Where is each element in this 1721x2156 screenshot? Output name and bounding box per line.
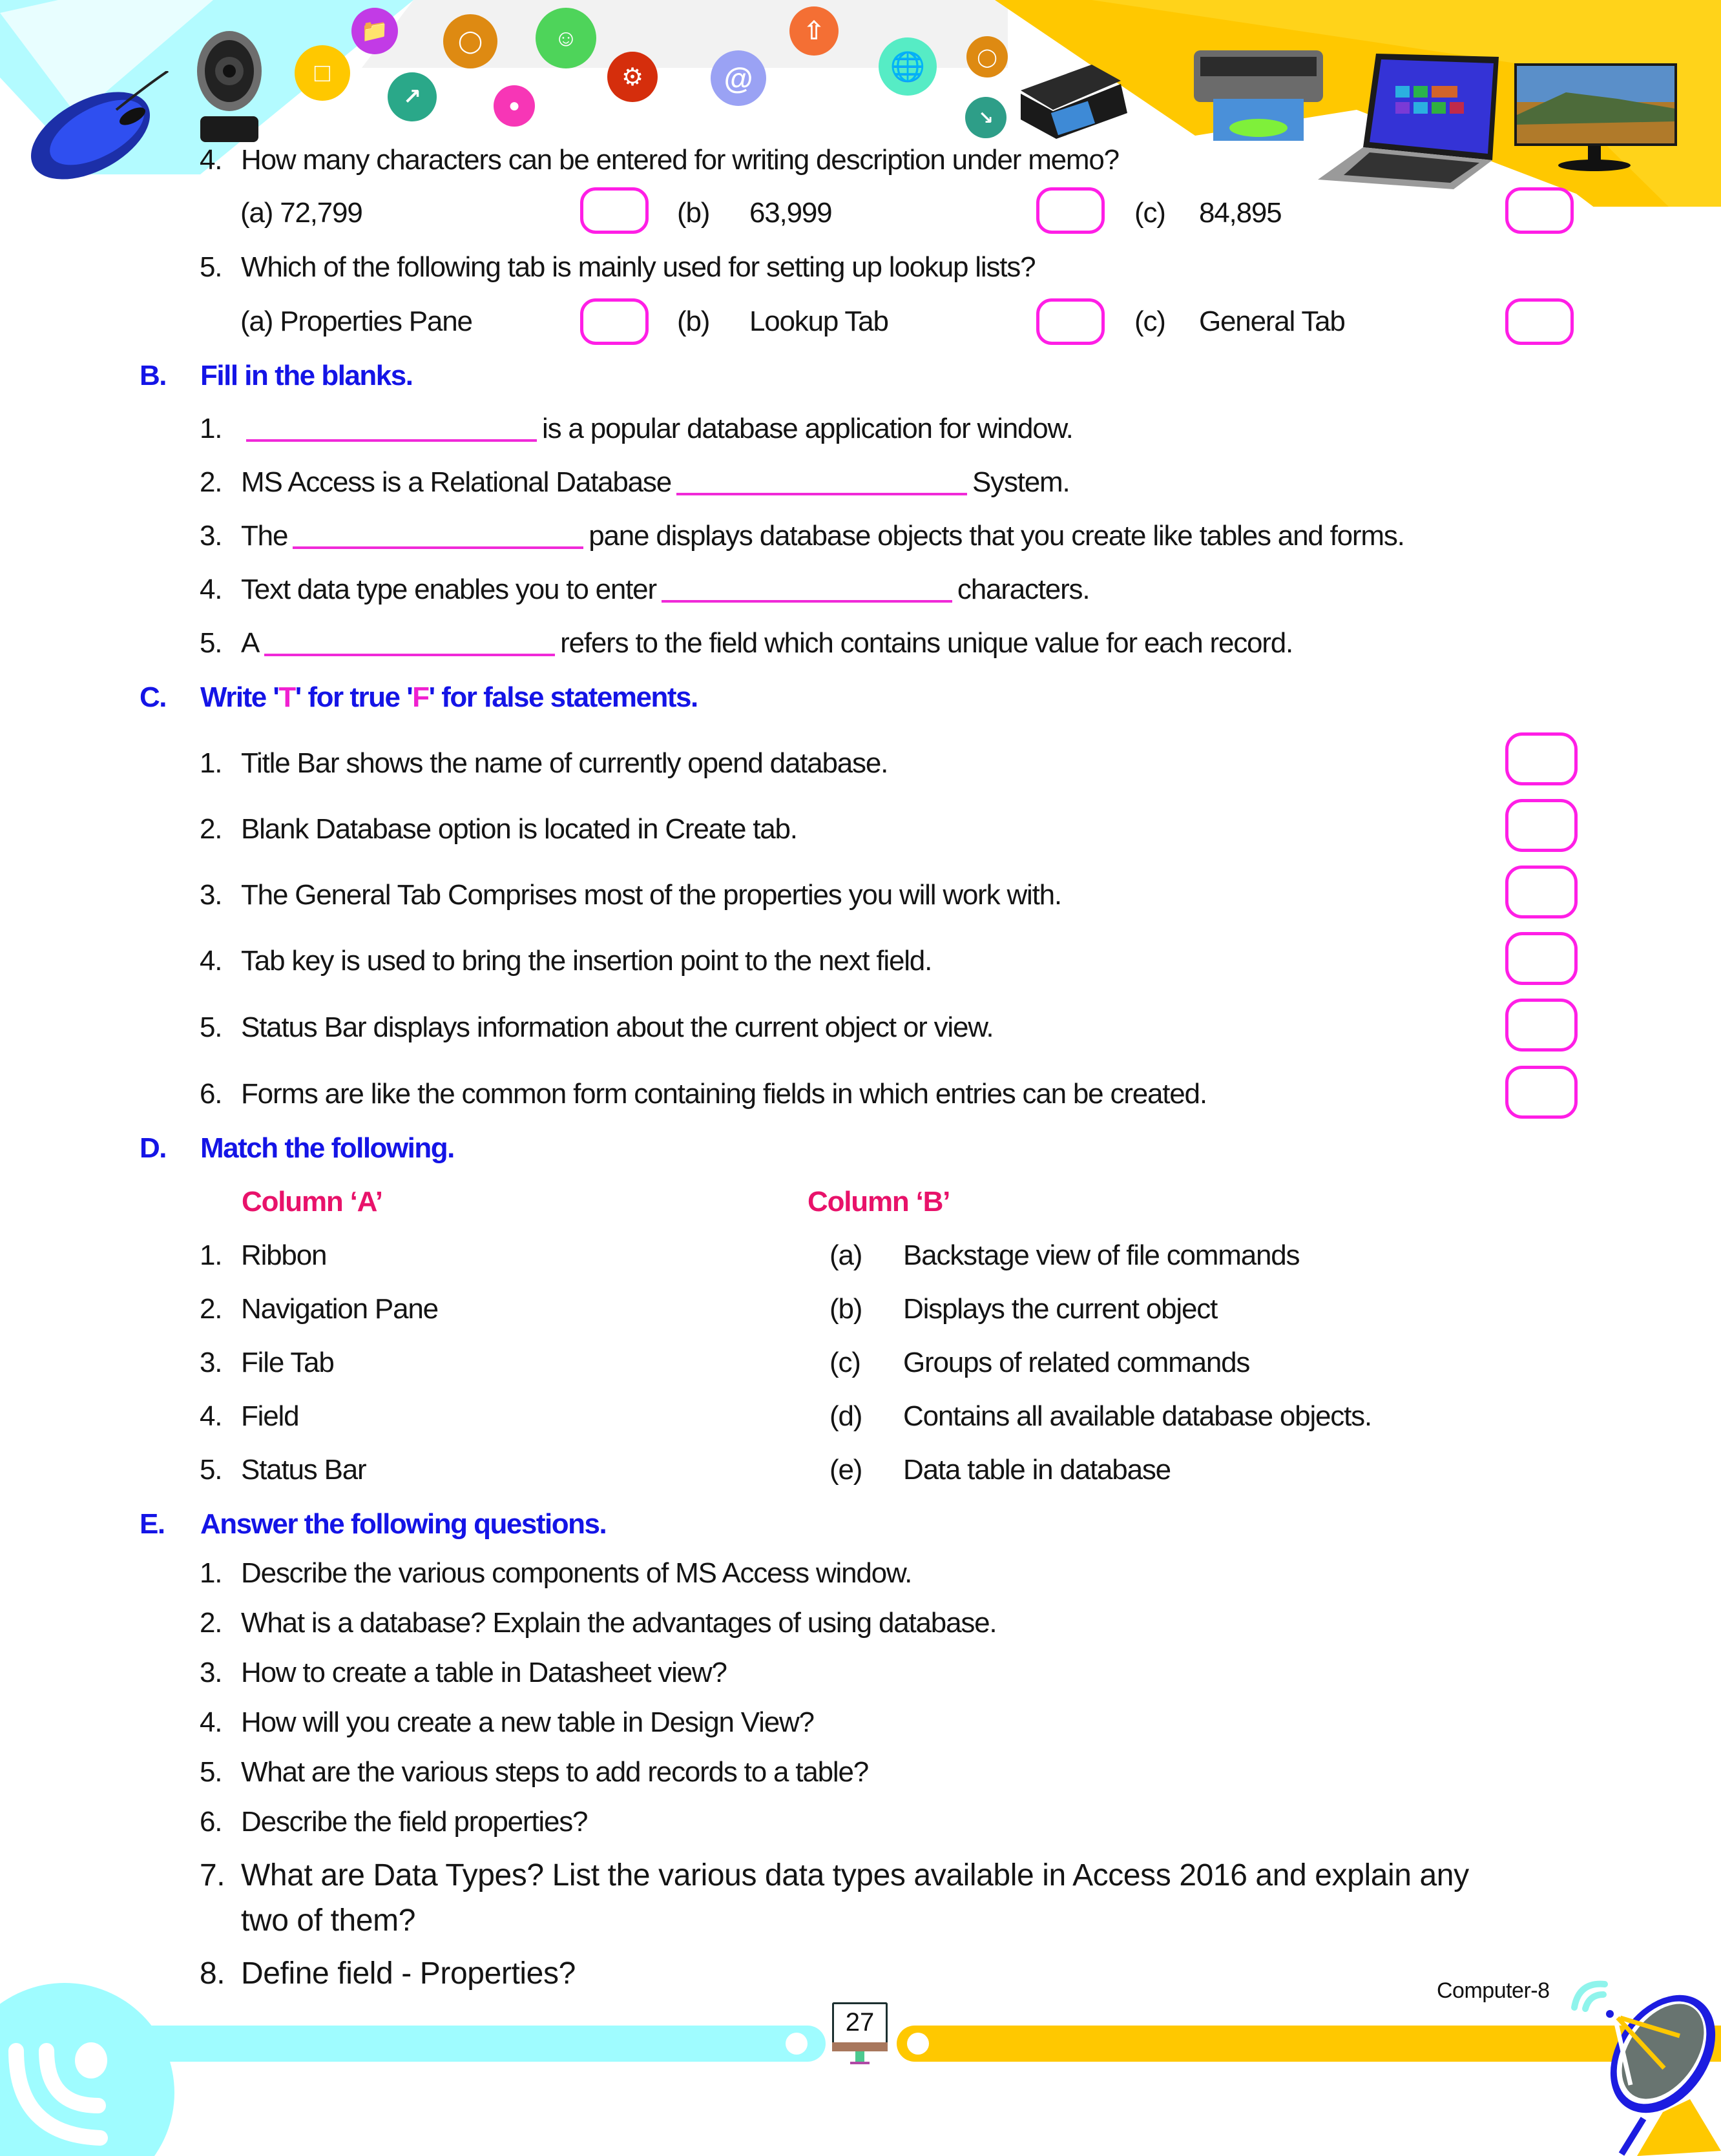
blank-item-2 bbox=[200, 464, 1070, 501]
folder-icon: 📁 bbox=[351, 8, 398, 54]
item-text-before: A bbox=[241, 627, 260, 659]
item-text-before: The bbox=[241, 520, 288, 552]
item-number: 5. bbox=[200, 627, 222, 659]
option-c bbox=[1134, 195, 1165, 231]
blank-line[interactable] bbox=[662, 600, 952, 603]
blank-line[interactable] bbox=[676, 493, 967, 495]
item-text-after: System. bbox=[972, 466, 1070, 498]
at-sign-icon: @ bbox=[711, 50, 766, 106]
blank-line[interactable] bbox=[264, 654, 555, 656]
page-number: 27 bbox=[845, 2008, 875, 2037]
item-text: Describe the various components of MS Access window. bbox=[241, 1557, 912, 1589]
item-number: 1. bbox=[200, 1239, 222, 1271]
blank-line[interactable] bbox=[246, 439, 537, 442]
item-text: Title Bar shows the name of currently opend database. bbox=[241, 747, 888, 779]
item-number: 5. bbox=[200, 1756, 222, 1788]
mouse-image bbox=[19, 71, 174, 187]
tf-answer-box-1[interactable] bbox=[1505, 732, 1578, 785]
item-text: Ribbon bbox=[241, 1239, 327, 1271]
match-a-item bbox=[200, 1345, 334, 1381]
match-a-item bbox=[200, 1291, 438, 1327]
item-text-after: pane displays database objects that you create like tables and forms. bbox=[589, 520, 1404, 552]
item-number: 3. bbox=[200, 520, 222, 552]
question-item-continuation: two of them? bbox=[241, 1903, 416, 1938]
match-b-label: (d) bbox=[829, 1400, 862, 1432]
item-number: 3. bbox=[200, 1657, 222, 1688]
item-number: 6. bbox=[200, 1806, 222, 1838]
section-title: Match the following. bbox=[200, 1132, 454, 1164]
item-number: 1. bbox=[200, 747, 222, 779]
tf-item-6 bbox=[200, 1076, 1207, 1112]
item-text: What is a database? Explain the advantages of using database. bbox=[241, 1607, 997, 1639]
section-title-part: ' for false statements. bbox=[428, 681, 698, 713]
match-b-label: (e) bbox=[829, 1454, 862, 1486]
match-a-item bbox=[200, 1238, 326, 1274]
gamepad-icon: ● bbox=[494, 85, 535, 127]
upload-icon: ⇧ bbox=[789, 6, 839, 56]
match-b-label: (c) bbox=[829, 1347, 860, 1378]
item-number: 1. bbox=[200, 1557, 222, 1589]
monitor-foot bbox=[850, 2062, 870, 2064]
option-label: (a) bbox=[240, 197, 273, 229]
answer-box-q4-b[interactable] bbox=[1036, 187, 1105, 234]
item-number: 5. bbox=[200, 1011, 222, 1043]
option-c-text: 84,895 bbox=[1199, 197, 1282, 229]
item-text: Define field - Properties? bbox=[241, 1956, 576, 1991]
chart-up-icon: ↗ bbox=[388, 72, 437, 121]
item-text: How will you create a new table in Design View? bbox=[241, 1706, 814, 1738]
desktop-monitor-image bbox=[1514, 63, 1682, 186]
item-text: Navigation Pane bbox=[241, 1293, 438, 1325]
option-b bbox=[677, 304, 709, 340]
tf-answer-box-6[interactable] bbox=[1505, 1066, 1578, 1119]
item-number: 1. bbox=[200, 413, 222, 444]
option-text: Properties Pane bbox=[280, 306, 472, 337]
match-b-text: Data table in database bbox=[903, 1454, 1171, 1486]
true-letter: T bbox=[278, 681, 295, 713]
chart-down-icon: ↘ bbox=[965, 97, 1007, 138]
option-a bbox=[240, 304, 472, 340]
option-b bbox=[677, 195, 709, 231]
option-label: (b) bbox=[677, 306, 710, 337]
question-item bbox=[200, 1705, 814, 1741]
item-number: 4. bbox=[200, 1400, 222, 1432]
tf-answer-box-3[interactable] bbox=[1505, 866, 1578, 918]
option-label: (b) bbox=[677, 197, 710, 229]
option-c-text: General Tab bbox=[1199, 306, 1345, 337]
question-number: 5. bbox=[200, 251, 222, 283]
item-text-before: Text data type enables you to enter bbox=[241, 574, 656, 605]
section-c-heading bbox=[140, 679, 698, 716]
item-text: What are the various steps to add records to a table? bbox=[241, 1756, 868, 1788]
section-e-heading bbox=[140, 1506, 606, 1542]
tf-item-2 bbox=[200, 811, 797, 847]
question-text bbox=[200, 142, 1119, 178]
item-text: What are Data Types? List the various data types available in Access 2016 and explain any bbox=[241, 1858, 1469, 1892]
page-number-monitor bbox=[832, 2002, 888, 2067]
option-text: 72,799 bbox=[280, 197, 362, 229]
webcam-image bbox=[174, 26, 271, 142]
people-network-icon: ☺ bbox=[536, 8, 596, 68]
item-number: 2. bbox=[200, 1607, 222, 1639]
column-a-header: Column ‘A’ bbox=[242, 1186, 382, 1218]
section-letter: D. bbox=[140, 1132, 166, 1164]
answer-box-q4-a[interactable] bbox=[580, 187, 649, 234]
tf-answer-box-5[interactable] bbox=[1505, 999, 1578, 1052]
section-letter: E. bbox=[140, 1508, 165, 1540]
question-item bbox=[200, 1754, 868, 1790]
section-b-heading bbox=[140, 358, 412, 394]
blank-item-4 bbox=[200, 572, 1089, 608]
item-text: How to create a table in Datasheet view? bbox=[241, 1657, 727, 1688]
option-label: (a) bbox=[240, 306, 273, 337]
item-number: 5. bbox=[200, 1454, 222, 1486]
item-number: 8. bbox=[200, 1956, 225, 1991]
match-b-label: (a) bbox=[829, 1239, 862, 1271]
item-text: Forms are like the common form containing fields in which entries can be created. bbox=[241, 1078, 1207, 1110]
option-a bbox=[240, 195, 362, 231]
question-label: Which of the following tab is mainly used for setting up lookup lists? bbox=[241, 251, 1036, 283]
item-text: Status Bar displays information about the current object or view. bbox=[241, 1011, 994, 1043]
item-text-after: refers to the field which contains unique value for each record. bbox=[560, 627, 1293, 659]
monitor-base bbox=[832, 2042, 888, 2051]
question-item bbox=[200, 1858, 1469, 1894]
item-text: Status Bar bbox=[241, 1454, 366, 1486]
item-number: 4. bbox=[200, 1706, 222, 1738]
item-number: 4. bbox=[200, 574, 222, 605]
item-number: 3. bbox=[200, 1347, 222, 1378]
option-b-text: 63,999 bbox=[749, 197, 832, 229]
item-text: File Tab bbox=[241, 1347, 334, 1378]
footer-decoration bbox=[0, 1976, 1721, 2156]
section-letter: C. bbox=[140, 681, 166, 713]
false-letter: F bbox=[412, 681, 429, 713]
mouse-icon: ◯ bbox=[443, 14, 497, 68]
option-label: (c) bbox=[1134, 197, 1165, 229]
blank-item-1 bbox=[200, 411, 1073, 447]
item-text: Tab key is used to bring the insertion point to the next field. bbox=[241, 945, 932, 977]
section-letter: B. bbox=[140, 360, 166, 391]
item-number: 2. bbox=[200, 813, 222, 845]
section-title-part: ' for true ' bbox=[295, 681, 413, 713]
tf-item-5 bbox=[200, 1010, 993, 1046]
blank-item-5 bbox=[200, 625, 1293, 661]
globe-icon: 🌐 bbox=[879, 37, 937, 96]
answer-box-q5-c[interactable] bbox=[1505, 298, 1574, 345]
item-number: 7. bbox=[200, 1858, 225, 1892]
item-text-after: is a popular database application for window. bbox=[542, 413, 1073, 444]
item-text-before: MS Access is a Relational Database bbox=[241, 466, 671, 498]
question-number: 4. bbox=[200, 144, 222, 176]
match-b-label: (b) bbox=[829, 1293, 862, 1325]
question-item bbox=[200, 1804, 587, 1840]
answer-box-q5-b[interactable] bbox=[1036, 298, 1105, 345]
tf-item-4 bbox=[200, 943, 932, 979]
question-text bbox=[200, 249, 1035, 285]
option-c bbox=[1134, 304, 1165, 340]
column-b-header: Column ‘B’ bbox=[808, 1186, 950, 1218]
blank-item-3 bbox=[200, 518, 1404, 554]
question-label: How many characters can be entered for writing description under memo? bbox=[241, 144, 1119, 176]
laptop-image bbox=[1305, 50, 1505, 192]
section-title: Fill in the blanks. bbox=[200, 360, 413, 391]
section-title-part: Write ' bbox=[200, 681, 279, 713]
tf-answer-box-2[interactable] bbox=[1505, 799, 1578, 852]
item-text: Field bbox=[241, 1400, 299, 1432]
tf-answer-box-4[interactable] bbox=[1505, 932, 1578, 985]
tf-item-1 bbox=[200, 745, 888, 782]
item-number: 2. bbox=[200, 466, 222, 498]
question-item bbox=[200, 1655, 727, 1691]
section-d-heading bbox=[140, 1130, 454, 1166]
answer-box-q4-c[interactable] bbox=[1505, 187, 1574, 234]
match-b-text: Groups of related commands bbox=[903, 1347, 1250, 1378]
monitor-icon: □ bbox=[295, 45, 350, 101]
mouse-icon-2: ◯ bbox=[966, 36, 1008, 78]
match-b-text: Backstage view of file commands bbox=[903, 1239, 1300, 1271]
item-number: 4. bbox=[200, 945, 222, 977]
item-number: 6. bbox=[200, 1078, 222, 1110]
blank-line[interactable] bbox=[293, 546, 583, 549]
item-number: 3. bbox=[200, 879, 222, 911]
item-text: The General Tab Comprises most of the properties you will work with. bbox=[241, 879, 1061, 911]
tf-item-3 bbox=[200, 877, 1061, 913]
item-text: Blank Database option is located in Create tab. bbox=[241, 813, 797, 845]
scanner-image bbox=[1008, 65, 1137, 142]
match-a-item bbox=[200, 1398, 298, 1435]
satellite-dish-icon bbox=[1566, 1976, 1721, 2156]
match-b-text: Displays the current object bbox=[903, 1293, 1218, 1325]
item-number: 2. bbox=[200, 1293, 222, 1325]
match-b-text: Contains all available database objects. bbox=[903, 1400, 1372, 1432]
gears-icon: ⚙ bbox=[607, 52, 658, 102]
option-label: (c) bbox=[1134, 306, 1165, 337]
item-text: Describe the field properties? bbox=[241, 1806, 588, 1838]
question-item bbox=[200, 1605, 996, 1641]
item-text-after: characters. bbox=[957, 574, 1090, 605]
option-b-text: Lookup Tab bbox=[749, 306, 888, 337]
answer-box-q5-a[interactable] bbox=[580, 298, 649, 345]
section-title: Answer the following questions. bbox=[200, 1508, 607, 1540]
book-label: Computer-8 bbox=[1437, 1978, 1550, 2003]
match-a-item bbox=[200, 1452, 366, 1488]
question-item bbox=[200, 1555, 912, 1591]
